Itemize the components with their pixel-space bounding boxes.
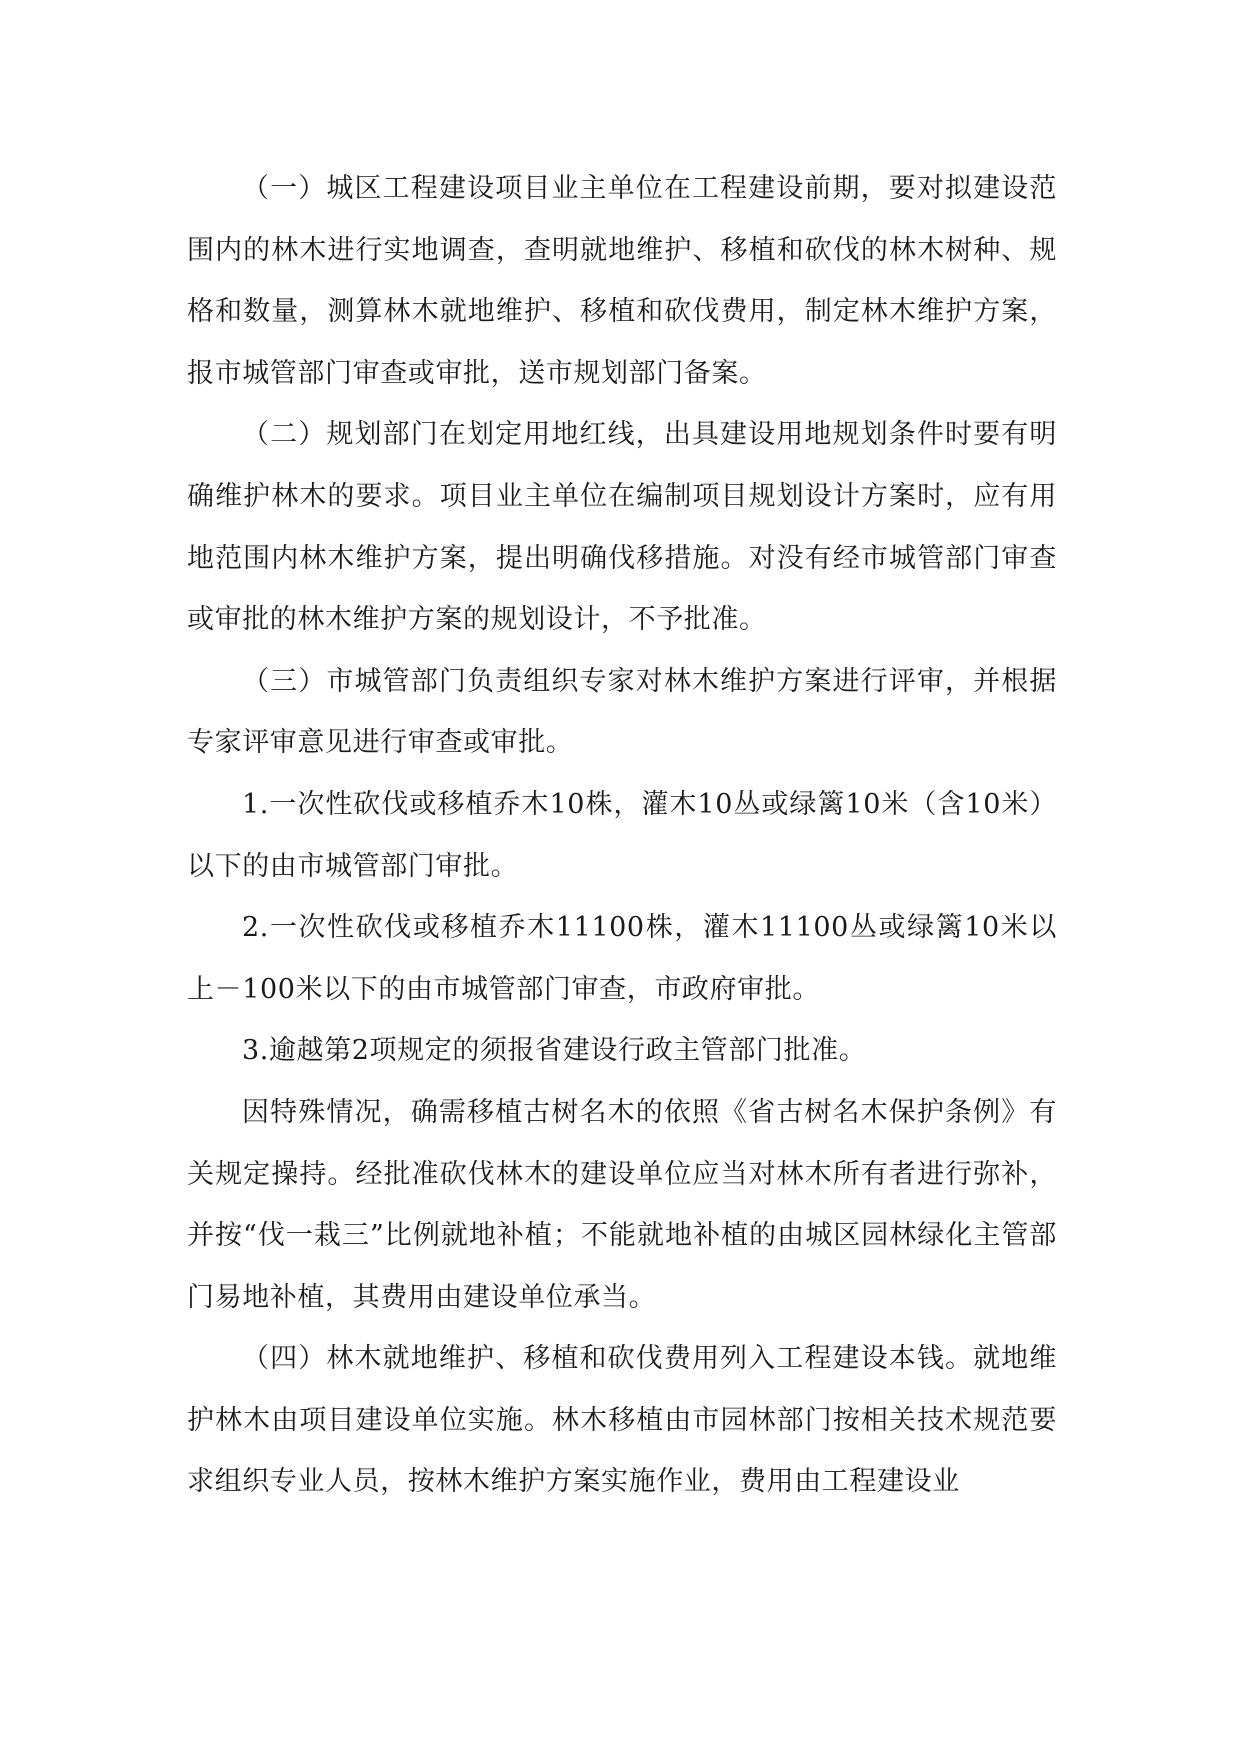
paragraph-2: （二）规划部门在划定用地红线，出具建设用地规划条件时要有明确维护林木的要求。项目业主单位在编制项目规划设计方案时，应有用地范围内林木维护方案，提出明确伐移措施。对没有经市城管部门审查或审批的林木维护方案的规划设计，不予批准。 <box>187 419 1057 636</box>
paragraph-3: （三）市城管部门负责组织专家对林木维护方案进行评审，并根据专家评审意见进行审查或审批。 <box>187 665 1057 759</box>
paragraph-4: 因特殊情况，确需移植古树名木的依照《省古树名木保护条例》有关规定操持。经批准砍伐林木的建设单位应当对林木所有者进行弥补，并按“伐一栽三”比例就地补植；不能就地补植的由城区园林绿化主管部门易地补植，其费用由建设单位承当。 <box>187 1096 1057 1313</box>
document-body <box>187 158 1057 1513</box>
list-item-3: 3.逾越第2项规定的须报省建设行政主管部门批准。 <box>242 1035 867 1067</box>
list-item-2: 2.一次性砍伐或移植乔木11100株，灌木11100丛或绿篱10米以上－100米以下的由市城管部门审查，市政府审批。 <box>187 912 1057 1005</box>
paragraph-1: （一）城区工程建设项目业主单位在工程建设前期，要对拟建设范围内的林木进行实地调查，查明就地维护、移植和砍伐的林木树种、规格和数量，测算林木就地维护、移植和砍伐费用，制定林木维护方案，报市城管部门审查或审批，送市规划部门备案。 <box>187 173 1057 389</box>
list-item-1: 1.一次性砍伐或移植乔木10株，灌木10丛或绿篱10米（含10米）以下的由市城管部门审批。 <box>187 788 1057 882</box>
paragraph-5: （四）林木就地维护、移植和砍伐费用列入工程建设本钱。就地维护林木由项目建设单位实施。林木移植由市园林部门按相关技术规范要求组织专业人员，按林木维护方案实施作业，费用由工程建设业 <box>187 1343 1057 1498</box>
